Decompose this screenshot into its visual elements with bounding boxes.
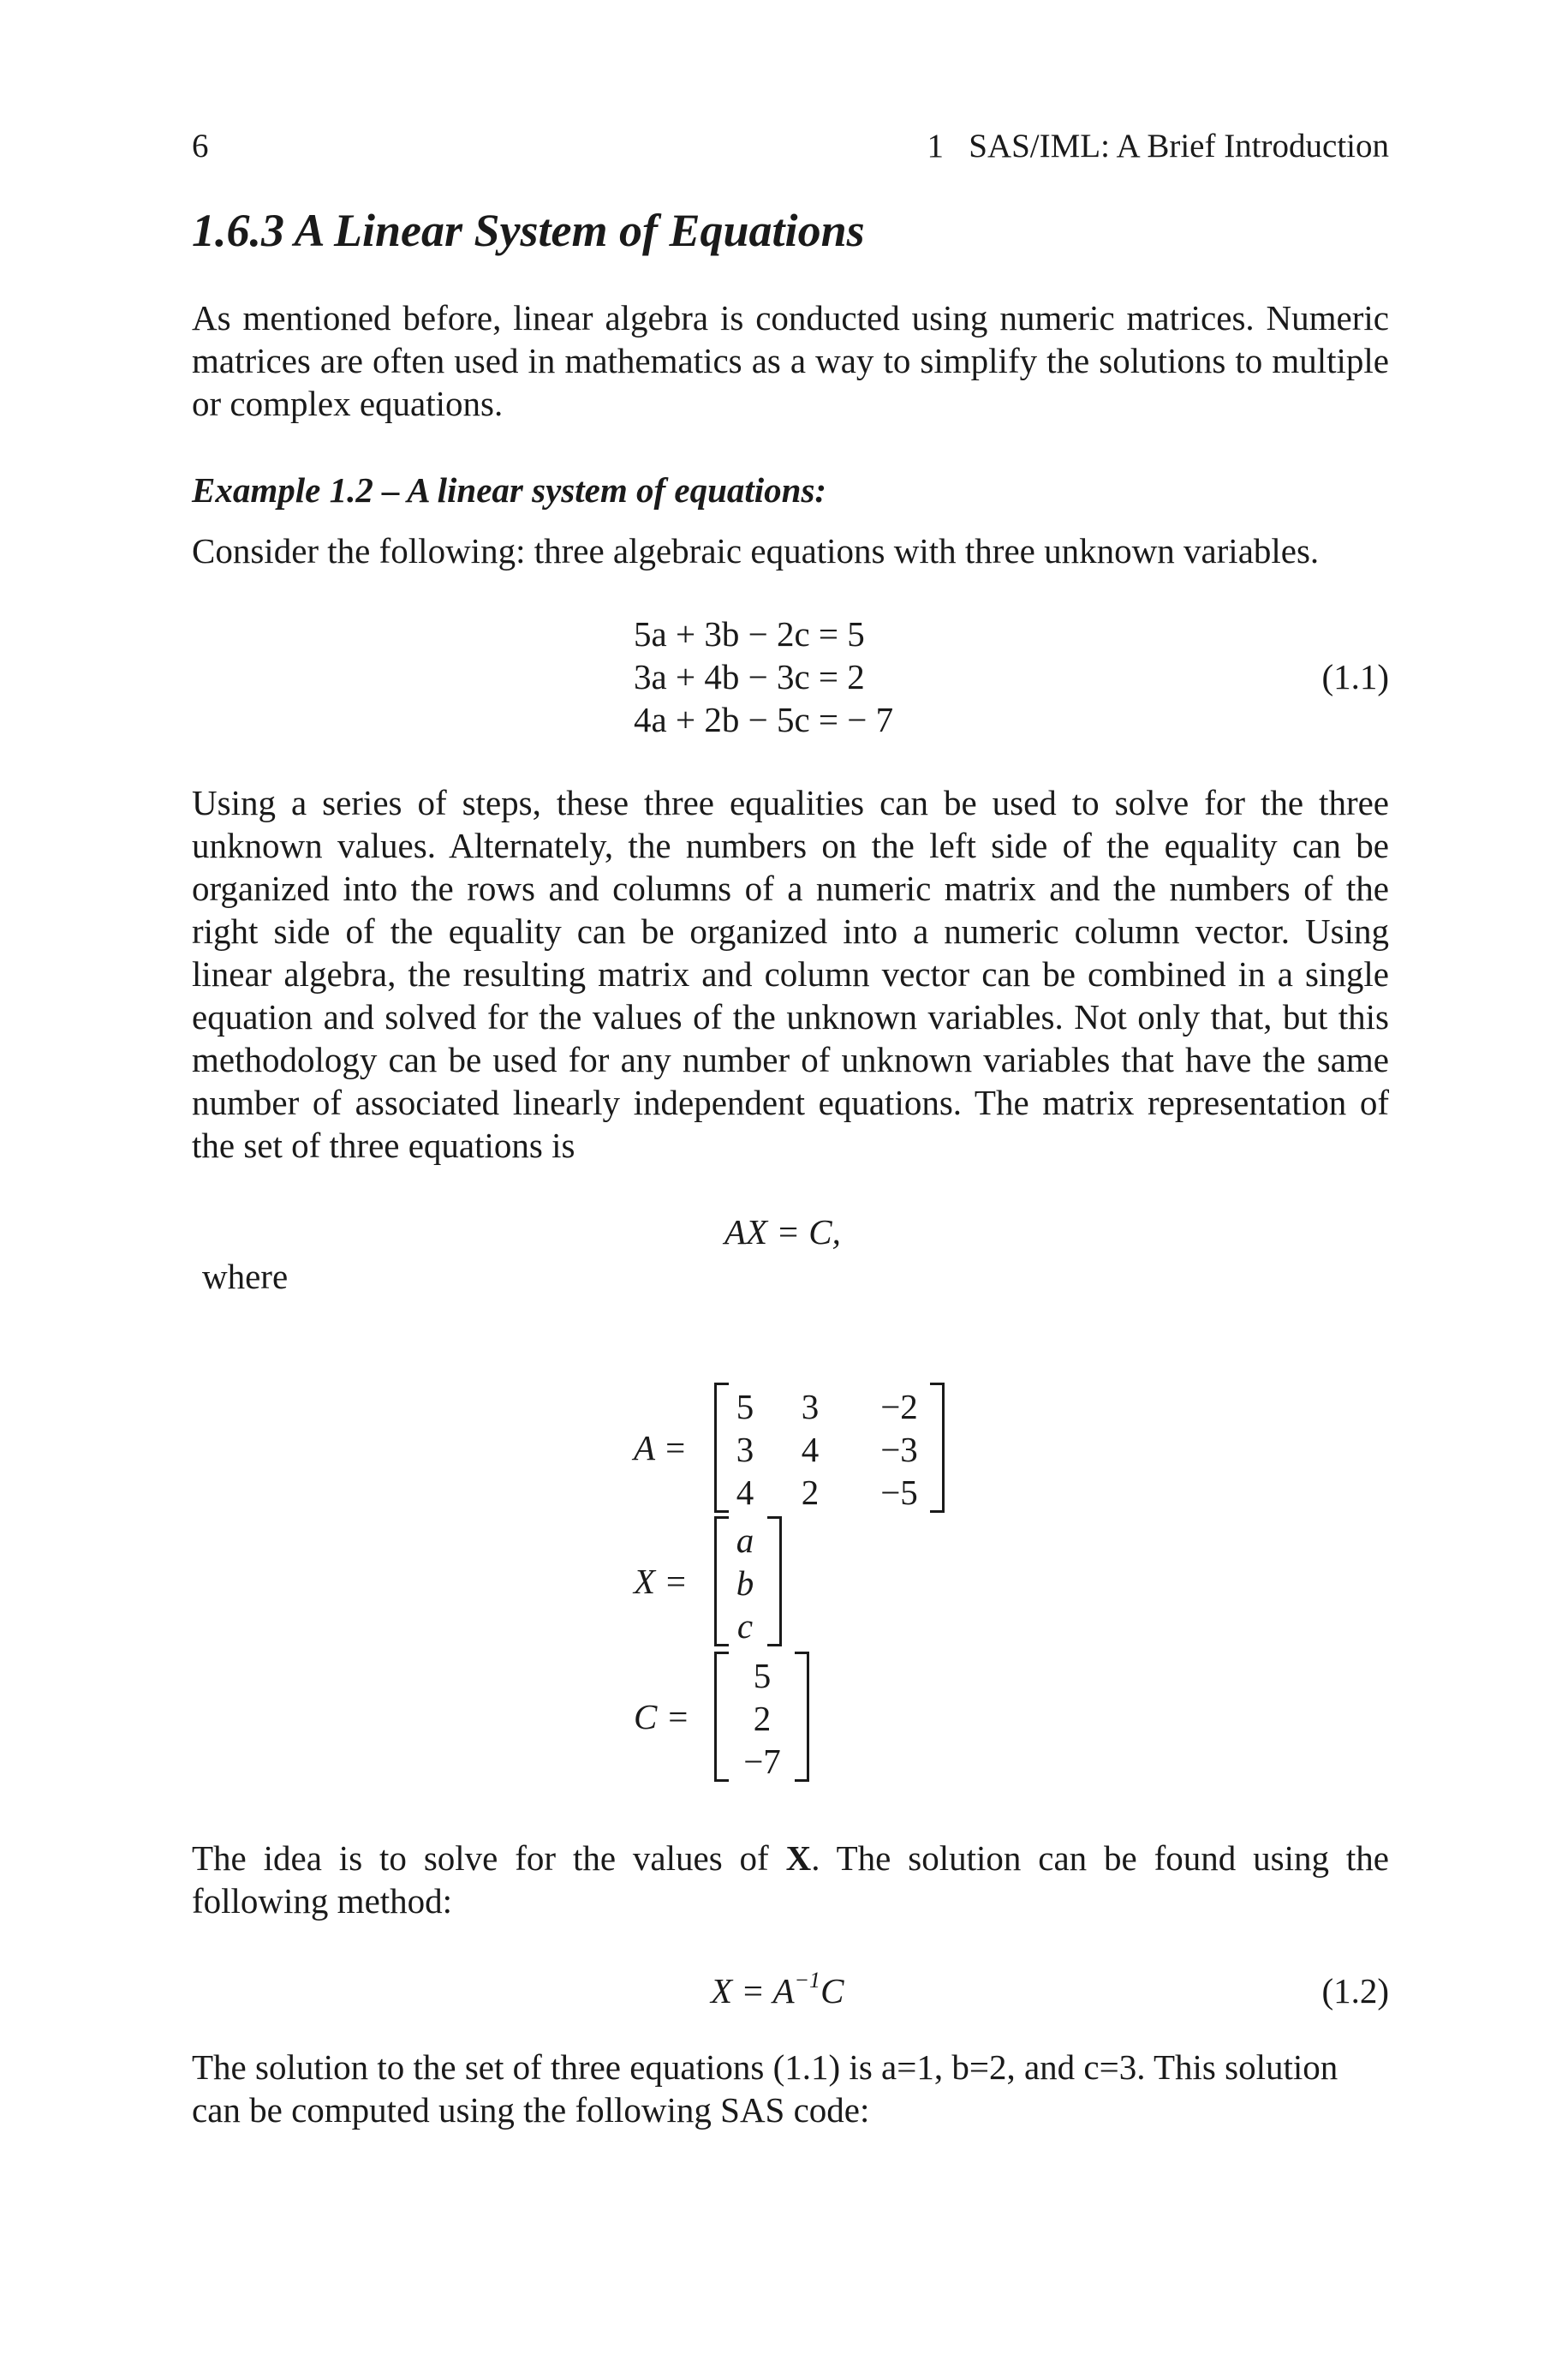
matrix-cell: 4 (736, 1473, 754, 1512)
matrix-cell: −5 (880, 1473, 918, 1512)
section-title: 1.6.3 A Linear System of Equations (192, 205, 865, 256)
right-bracket (930, 1383, 945, 1513)
matrix-cell: −7 (743, 1742, 781, 1781)
running-header: 1 SAS/IML: A Brief Introduction (927, 128, 1389, 164)
matrix-cell: c (736, 1606, 754, 1646)
matrix-cell: b (736, 1563, 754, 1603)
idea-paragraph (192, 1837, 1389, 1922)
left-bracket (714, 1652, 729, 1782)
formula-superscript: −1 (794, 1968, 821, 1993)
example-title: Example 1.2 – A linear system of equations: (192, 470, 827, 510)
equation-line: 4a + 2b − 5c = − 7 (634, 700, 894, 739)
idea-bold-x: X (785, 1838, 812, 1878)
matrix-cell: a (736, 1521, 754, 1560)
matrix-cell: 2 (801, 1473, 820, 1512)
right-bracket (767, 1516, 782, 1646)
intro-paragraph: As mentioned before, linear algebra is conducted using numeric matrices. Numeric matrices are often used in mathematics as a way to simplify the solutions to multiple or complex equations. (192, 298, 1389, 423)
matrix-cell: 5 (736, 1387, 754, 1426)
equation-number: (1.1) (1321, 657, 1389, 696)
where-label: where (202, 1257, 289, 1296)
matrix-a-label: A = (634, 1428, 688, 1467)
solution-formula (711, 1970, 844, 2011)
matrix-cell: −3 (880, 1430, 918, 1469)
matrix-cell: 3 (736, 1430, 754, 1469)
matrix-cell: 5 (753, 1656, 772, 1695)
matrix-x-label: X = (634, 1562, 688, 1601)
matrix-cell: 2 (753, 1699, 772, 1738)
page-number: 6 (192, 128, 209, 164)
right-bracket (795, 1652, 809, 1782)
closing-paragraph: The solution to the set of three equations (1.1) is a=1, b=2, and c=3. This solution can be computed using the following SAS code: (192, 2047, 1338, 2130)
matrix-equation: AX = C, (724, 1212, 841, 1252)
equation-number: (1.2) (1321, 1971, 1389, 2011)
body-paragraph: Using a series of steps, these three equalities can be used to solve for the three unknown values. Alternately, the numbers on the left side of the equality can be organized into the rows and columns of a numeric matrix and the numbers of the right side of the equality can be organized into a numeric column vector. Using linear algebra, the resulting matrix and column vector can be combined in a single equation and solved for the values of the unknown variables. Not only that, but this methodology can be used for any number of unknown variables that have the same number of associated linearly independent equations. The matrix representation of the set of three equations is (192, 783, 1389, 1165)
idea-text: . The solution can be found using the following method: (192, 1838, 1390, 1921)
matrix-c-label: C = (634, 1697, 690, 1736)
idea-text: The idea is to solve for the values of (192, 1838, 786, 1878)
formula-rhs: C (820, 1971, 844, 2011)
equation-line: 3a + 4b − 3c = 2 (634, 657, 865, 696)
matrix-cell: −2 (880, 1387, 918, 1426)
formula-lhs: X = A (711, 1971, 795, 2011)
equation-line: 5a + 3b − 2c = 5 (634, 614, 865, 654)
consider-paragraph: Consider the following: three algebraic equations with three unknown variables. (192, 531, 1320, 571)
matrix-cell: 4 (801, 1430, 820, 1469)
matrix-cell: 3 (801, 1387, 820, 1426)
